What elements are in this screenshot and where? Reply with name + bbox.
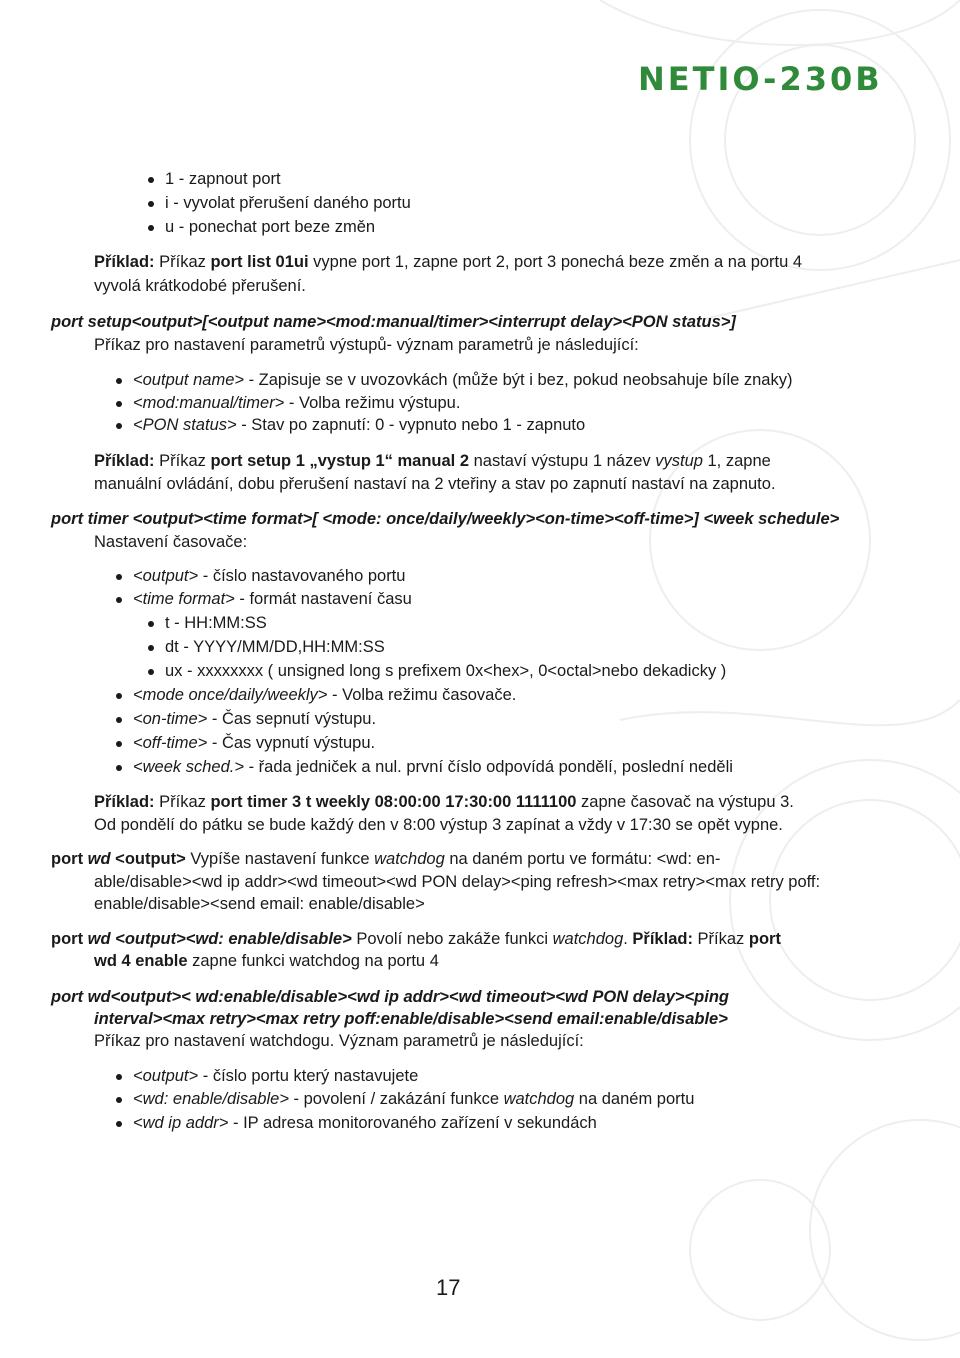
netio-logo: NETIO-230B [638,60,883,98]
list-item: i - vyvolat přerušení daného portu [165,194,411,212]
function-name: watchdog [552,930,624,948]
page-number: 17 [436,1275,461,1300]
param-name: <on-time> [133,710,208,728]
param-item [133,1066,418,1086]
wd-info-line: enable/disable><send email: enable/disable> [94,895,425,913]
param-item [133,733,375,753]
param-item [133,589,412,609]
param-item [133,1089,694,1109]
param-name: <output name> [133,371,245,389]
example-paragraph [94,252,802,272]
param-text: na daném portu [574,1090,695,1108]
command-description: Příkaz pro nastavení parametrů výstupů- význam parametrů je následující: [94,336,639,354]
param-text: - Zapisuje se v uvozovkách (může být i bez, pokud neobsahuje bíle znaky) [244,371,793,389]
command: wd 4 enable [94,952,188,970]
command: <output> [110,850,186,868]
param-name: <output> [133,1067,199,1085]
text: . [623,930,633,948]
param-name: <wd ip addr> [133,1114,229,1132]
text: zapne funkci watchdog na portu 4 [187,952,439,970]
text: Příkaz [154,253,211,271]
param-text: - Stav po zapnutí: 0 - vypnuto nebo 1 - zapnuto [236,416,586,434]
example-label: Příklad: [632,930,693,948]
param-item [133,685,516,705]
command: port setup 1 „vystup 1“ manual 2 [210,452,470,470]
text: Vypíše nastavení funkce [185,850,375,868]
param-item [133,415,585,435]
param-item [133,393,460,413]
param-name: <PON status> [133,416,237,434]
param-text: - IP adresa monitorovaného zařízení v sekundách [228,1114,597,1132]
param-name: <mod:manual/timer> [133,394,285,412]
wd-enable-line [94,951,439,971]
param-name: <off-time> [133,734,208,752]
command: port [748,930,781,948]
command: port [51,930,88,948]
text: Příkaz [154,452,211,470]
text: Příkaz [154,793,211,811]
example-label: Příklad: [94,793,155,811]
text: Příkaz [692,930,749,948]
format-item: t - HH:MM:SS [165,614,267,632]
text: na daném portu ve formátu: <wd: en- [444,850,721,868]
wd-info-line [51,849,720,869]
param-name: <wd: enable/disable> [133,1090,289,1108]
param-text: - Čas sepnutí výstupu. [207,710,377,728]
command-description: Nastavení časovače: [94,533,248,551]
example-paragraph-cont: manuální ovládání, dobu přerušení nastaví na 2 vteřiny a stav po zapnutí nastaví na zapnuto. [94,475,776,493]
text: zapne časovač na výstupu 3. [576,793,794,811]
command: <output><wd: enable/disable> [110,930,352,948]
param-name: <time format> [133,590,235,608]
param-text: - formát nastavení času [234,590,412,608]
command: port [51,850,88,868]
format-item: dt - YYYY/MM/DD,HH:MM:SS [165,638,385,656]
param-text: - číslo nastavovaného portu [198,567,406,585]
param-item [133,566,405,586]
param-text: - číslo portu který nastavujete [198,1067,419,1085]
list-item: 1 - zapnout port [165,170,281,188]
example-label: Příklad: [94,253,155,271]
list-item: u - ponechat port beze změn [165,218,376,236]
example-label: Příklad: [94,452,155,470]
param-item [133,709,376,729]
text: Povolí nebo zakáže funkci [351,930,553,948]
command-syntax: port setup<output>[<output name><mod:manual/timer><interrupt delay><PON status>] [51,313,736,331]
command-syntax: interval><max retry><max retry poff:enable/disable><send email:enable/disable> [94,1010,728,1028]
command-syntax: port wd<output>< wd:enable/disable><wd ip addr><wd timeout><wd PON delay><ping [51,988,729,1006]
param-name: <week sched.> [133,758,244,776]
wd-enable-line [51,929,781,949]
param-item [133,1113,597,1133]
example-paragraph [94,451,771,471]
text: 1, zapne [702,452,771,470]
param-name: <mode once/daily/weekly> [133,686,328,704]
function-name: watchdog [374,850,445,868]
text: nastaví výstupu 1 název [469,452,656,470]
example-paragraph-cont: vyvolá krátkodobé přerušení. [94,277,306,295]
param-name: <output> [133,567,199,585]
command: port list 01ui [210,253,309,271]
command-syntax: port timer <output><time format>[ <mode: once/daily/weekly><on-time><off-time>] <week schedule> [51,510,840,528]
text: vypne port 1, zapne port 2, port 3 ponechá beze změn a na portu 4 [308,253,803,271]
example-paragraph [94,792,794,812]
name-value: vystup [655,452,703,470]
param-item [133,370,792,390]
param-text: - povolení / zakázání funkce [288,1090,504,1108]
example-paragraph-cont: Od pondělí do pátku se bude každý den v 8:00 výstup 3 zapínat a vždy v 17:30 se opět vypne. [94,816,783,834]
command: port timer 3 t weekly 08:00:00 17:30:00 1111100 [210,793,577,811]
command: wd [87,850,111,868]
command: wd [87,930,111,948]
param-text: - Volba režimu výstupu. [284,394,461,412]
param-text: - řada jedniček a nul. první číslo odpovídá pondělí, poslední neděli [244,758,733,776]
command-description: Příkaz pro nastavení watchdogu. Význam parametrů je následující: [94,1032,584,1050]
param-text: - Volba režimu časovače. [327,686,517,704]
param-item [133,757,733,777]
function-name: watchdog [503,1090,575,1108]
wd-info-line: able/disable><wd ip addr><wd timeout><wd PON delay><ping refresh><max retry><max retry poff: [94,873,821,891]
param-text: - Čas vypnutí výstupu. [207,734,376,752]
format-item: ux - xxxxxxxx ( unsigned long s prefixem 0x<hex>, 0<octal>nebo dekadicky ) [165,662,727,680]
